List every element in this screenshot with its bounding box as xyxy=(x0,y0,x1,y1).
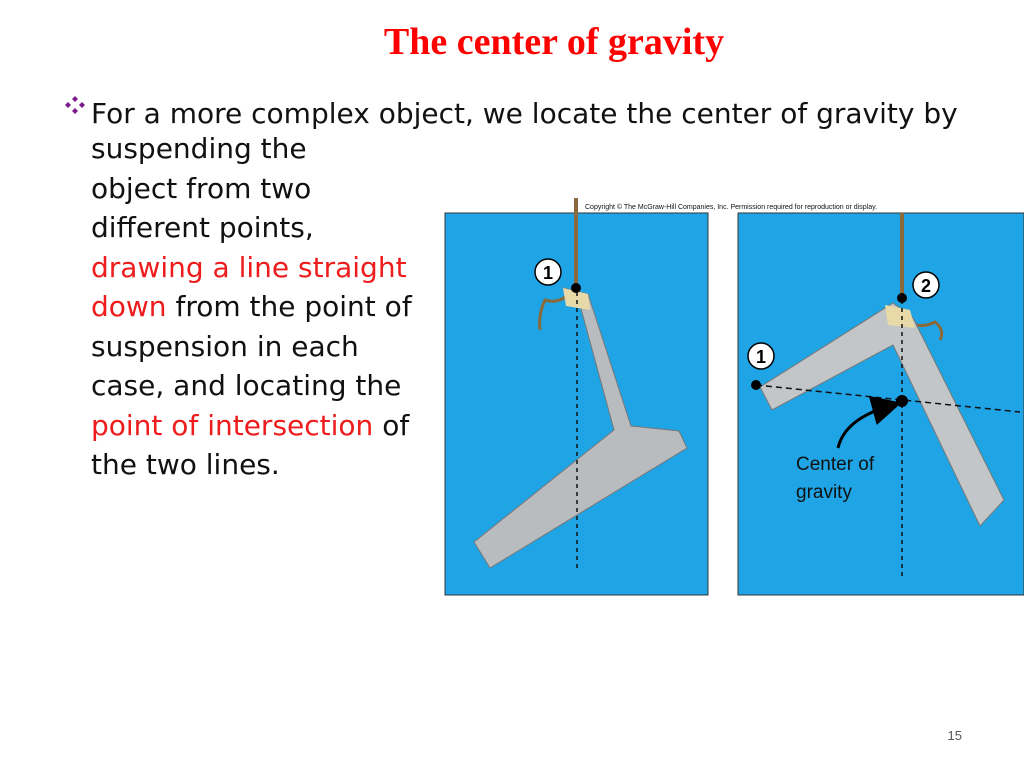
text-line: suspending the xyxy=(91,132,307,165)
right-panel xyxy=(738,213,1024,595)
center-of-gravity-point xyxy=(896,395,908,407)
suspension-point xyxy=(571,283,581,293)
copyright-notice: Copyright © The McGraw-Hill Companies, Inc. Permission required for reproduction or display. xyxy=(585,204,878,211)
highlight-text: drawing a line straight xyxy=(91,250,407,284)
marker-label: 1 xyxy=(542,263,554,283)
suspension-point xyxy=(751,380,761,390)
suspension-point xyxy=(897,293,907,303)
center-of-gravity-label: gravity xyxy=(796,482,852,503)
bullet-text-line-1: For a more complex object, we locate the center of gravity by xyxy=(91,97,958,130)
marker-label: 1 xyxy=(755,347,767,367)
text-line: different points, xyxy=(91,211,314,244)
text-line: the two lines. xyxy=(91,448,280,481)
center-of-gravity-label: Center of xyxy=(796,454,875,475)
highlight-text: down xyxy=(91,290,167,323)
marker-label: 2 xyxy=(920,276,932,296)
page-number: 15 xyxy=(947,728,962,743)
text-span: from the point of xyxy=(166,290,412,323)
text-line: object from two xyxy=(91,171,312,205)
text-line: suspension in each xyxy=(91,329,359,363)
text-span: of xyxy=(373,408,410,442)
slide-title: The center of gravity xyxy=(383,21,725,63)
left-panel xyxy=(445,198,708,595)
highlight-text: point of intersection xyxy=(91,408,374,442)
text-line: case, and locating the xyxy=(91,369,402,402)
